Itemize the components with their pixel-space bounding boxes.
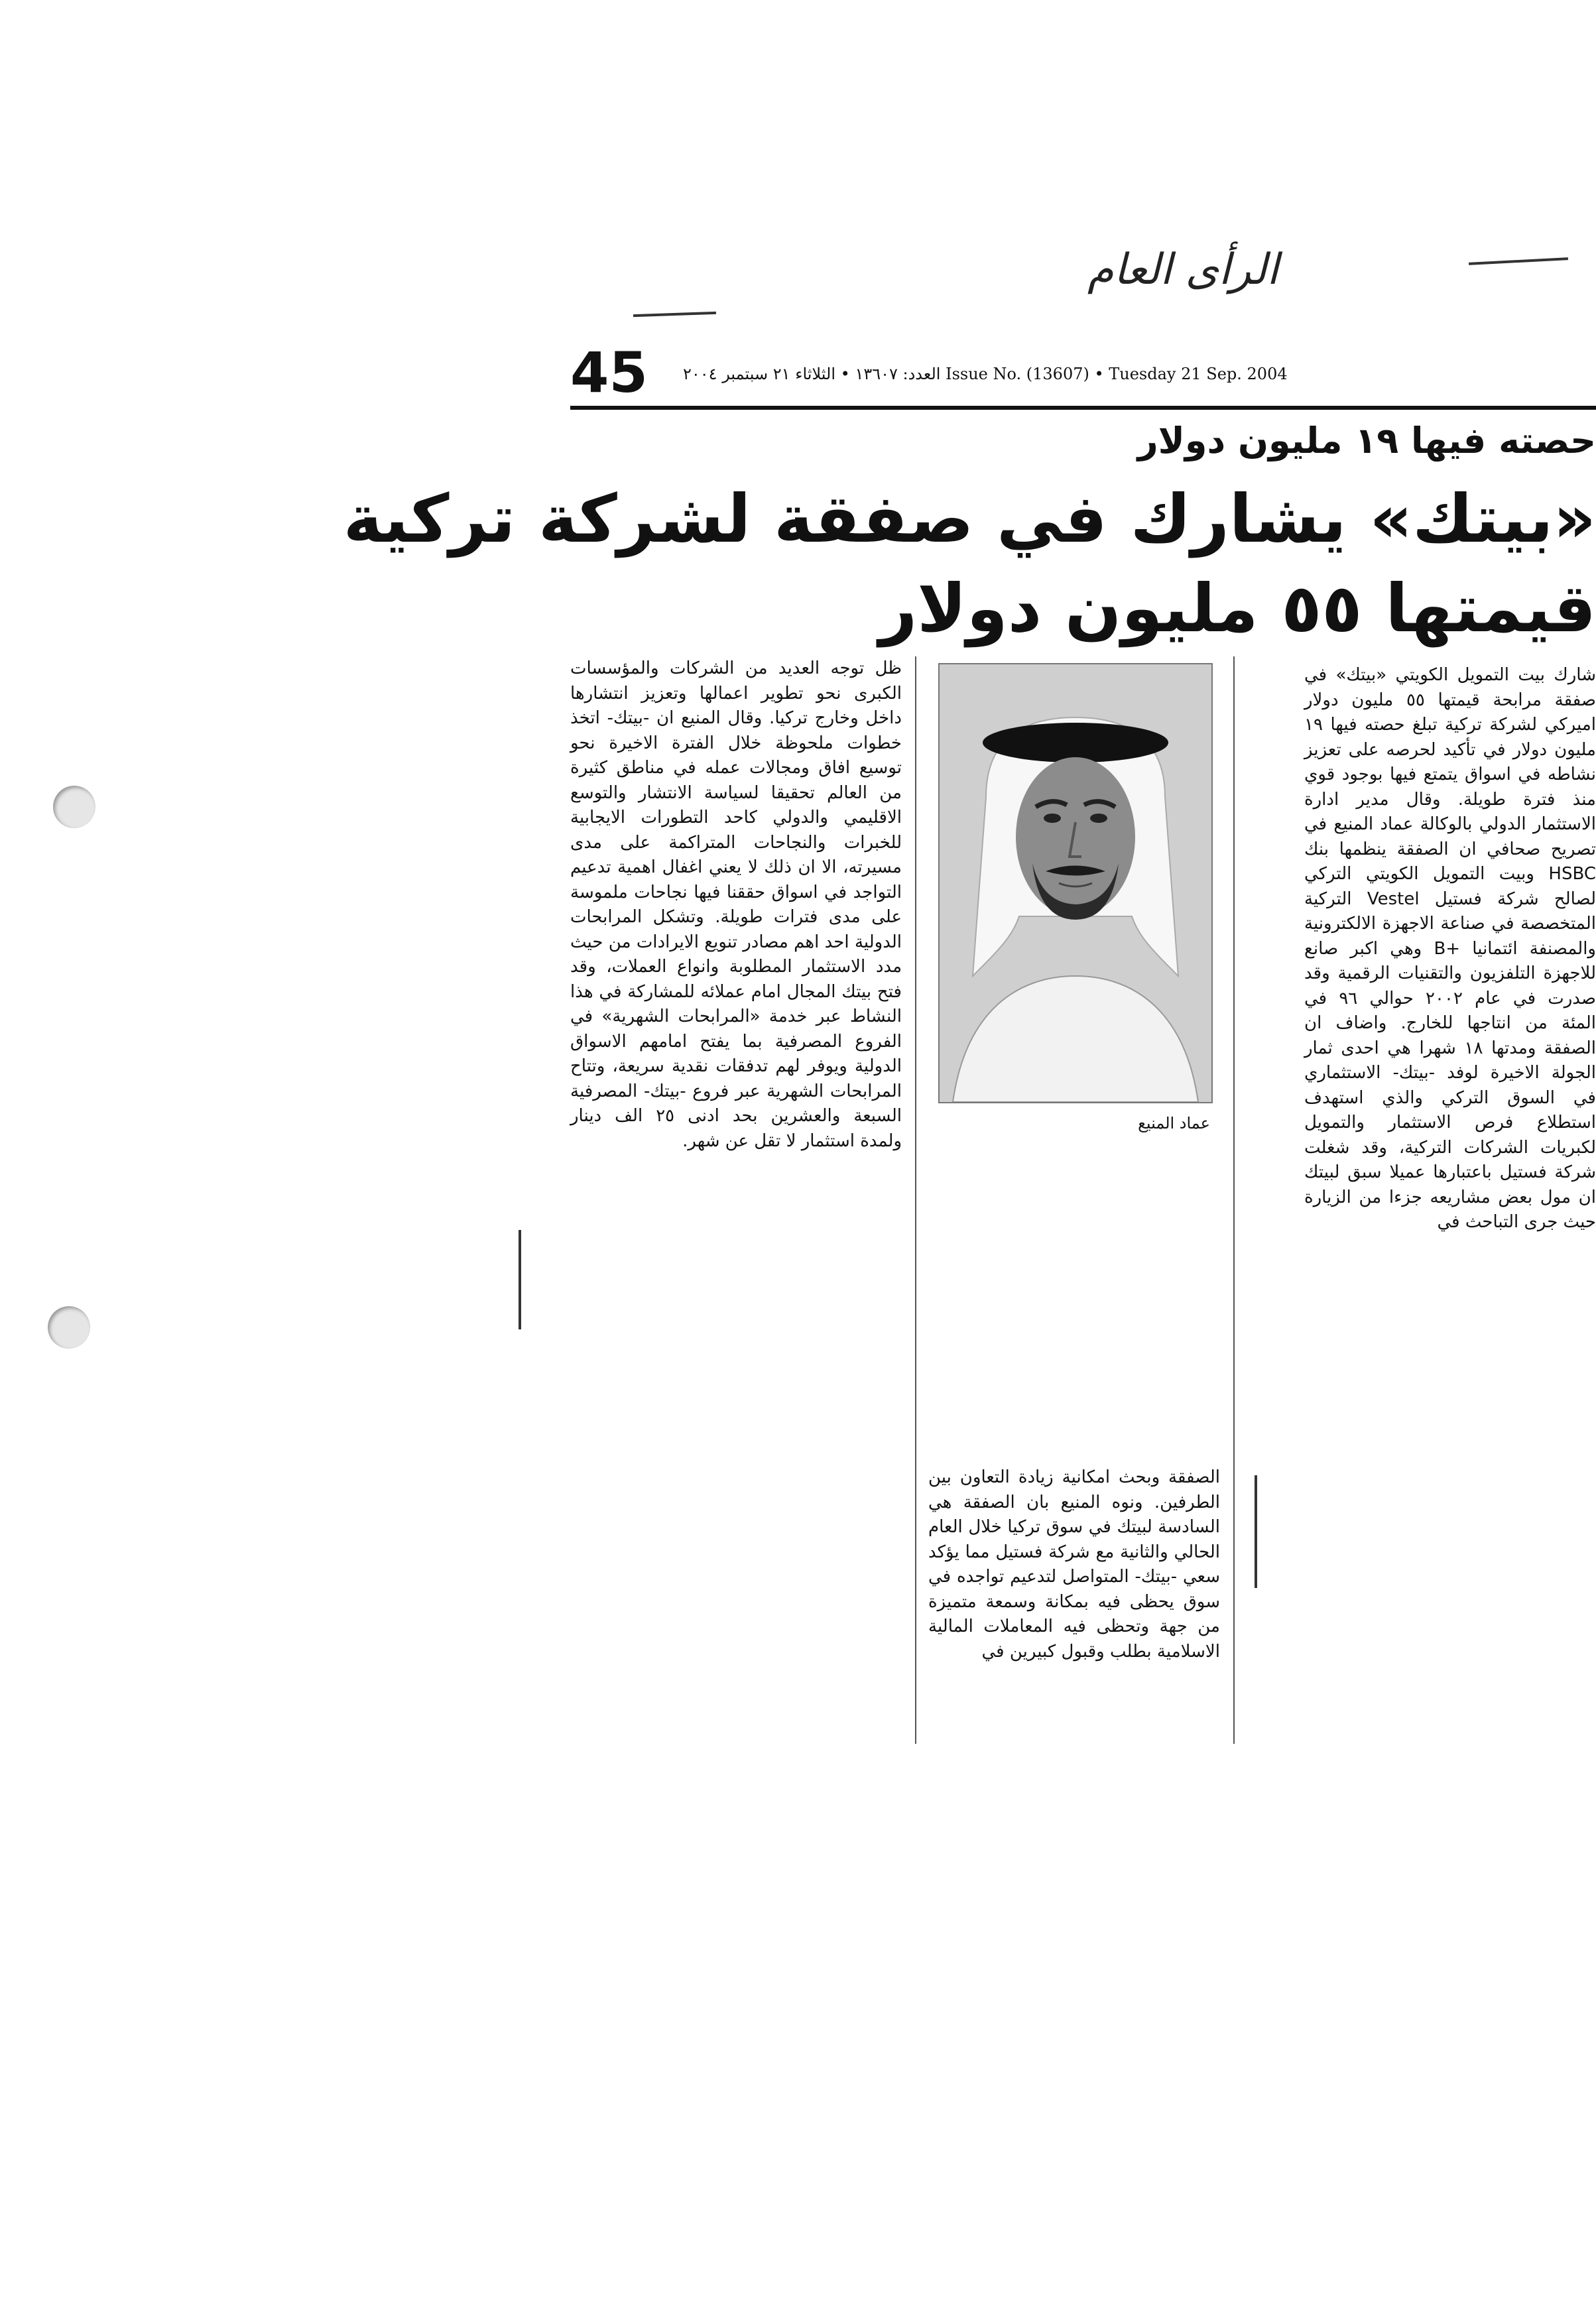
article-column-left: [570, 656, 902, 1154]
issue-info: العدد: ١٣٦٠٧ • الثلاثاء ٢١ سبتمبر ٢٠٠٤ Issue No. (13607) • Tuesday 21 Sep. 2004: [683, 365, 1288, 383]
portrait-illustration: [940, 664, 1211, 1102]
page-number: 45: [570, 340, 648, 405]
column-divider-left: [915, 656, 916, 1744]
column-right-text: شارك بيت التمويل الكويتي «بيتك» في صفقة مرابحة قيمتها ٥٥ مليون دولار اميركي لشركة تركية تبلغ حصته فيها ١٩ مليون دولار في تأكيد لحرصه على تعزيز نشاطه في اسواق يتمتع فيها بوجود قوي منذ فترة طويلة. وقال مدير ادارة الاستثمار الدولي بالوكالة عماد المنيع في تصريح صحافي ان الصفقة ينظمها بنك HSBC وبيت التمويل الكويتي التركي لصالح شركة فستيل Vestel التركية المتخصصة في صناعة الاجهزة الالكترونية والمصنفة ائتمانيا +B وهي اكبر صانع للاجهزة التلفزيون والتقنيات الرقمية وقد صدرت في عام ٢٠٠٢ حوالي ٩٦ في المئة من انتاجها للخارج. واضاف ان الصفقة ومدتها ١٨ شهرا هي احدى ثمار الجولة الاخيرة لوفد -بيتك- الاستثماري في السوق التركي والذي استهدف استطلاع فرص الاستثمار والتمويل لكبريات الشركات التركية، وقد شغلت شركة فستيل باعتبارها عميلا سبق لبيتك ان مول بعض مشاريعه جزءا من الزيارة حيث جرى التباحث في: [1304, 665, 1596, 1232]
page-header: [570, 340, 1596, 405]
headline-line-2: قيمتها ٥٥ مليون دولار: [879, 570, 1596, 647]
photo-caption: عماد المنيع: [1138, 1114, 1210, 1132]
article-headline: [343, 474, 1596, 653]
column-divider-right: [1233, 656, 1235, 1744]
newspaper-clipping: [343, 340, 1596, 1764]
header-rule: [570, 406, 1596, 410]
article-column-right: [1304, 663, 1596, 1235]
article-kicker: حصته فيها ١٩ مليون دولار: [1137, 420, 1596, 461]
punch-hole-bottom: [48, 1306, 90, 1349]
pen-mark-right: [1469, 257, 1568, 265]
pen-mark-margin: [519, 1230, 521, 1329]
handwritten-newspaper-name: الرأى العام: [1087, 245, 1279, 294]
headline-line-1: «بيتك» يشارك في صفقة لشركة تركية: [343, 480, 1596, 558]
pen-mark-top: [633, 312, 716, 317]
punch-hole-top: [53, 786, 95, 828]
column-middle-text: الصفقة وبحث امكانية زيادة التعاون بين الطرفين. ونوه المنيع بان الصفقة هي السادسة لبيتك في سوق تركيا خلال العام الحالي والثانية مع شركة فستيل مما يؤكد سعي -بيتك- المتواصل لتدعيم تواجده في سوق يحظى فيه بمكانة وسمعة متميزة من جهة وتحظى فيه المعاملات المالية الاسلامية بطلب وقبول كبيرين في: [928, 1467, 1220, 1662]
column-left-text: ظل توجه العديد من الشركات والمؤسسات الكبرى نحو تطوير اعمالها وتعزيز انتشارها داخل وخارج تركيا. وقال المنيع ان -بيتك- اتخذ خطوات ملحوظة خلال الفترة الاخيرة نحو توسيع افاق ومجالات عمله في مناطق كثيرة من العالم تحقيقا لسياسة الانتشار والتوسع الاقليمي والدولي كاحد التطورات الايجابية للخبرات والنجاحات المتراكمة على مدى مسيرته، الا ان ذلك لا يعني اغفال اهمية تدعيم التواجد في اسواق حققنا فيها نجاحات ملموسة على مدى فترات طويلة. وتشكل المرابحات الدولية احد اهم مصادر تنويع الايرادات من حيث مدد الاستثمار المطلوبة وانواع العملات، وقد فتح بيتك المجال امام عملائه للمشاركة في هذا النشاط عبر خدمة «المرابحات الشهرية» في الفروع المصرفية بما يفتح امامهم الاسواق الدولية ويوفر لهم تدفقات نقدية سريعة، وتتاح المرابحات الشهرية عبر فروع -بيتك- المصرفية السبعة والعشرين بحد ادنى ٢٥ الف دينار ولمدة استثمار لا تقل عن شهر.: [570, 658, 902, 1151]
portrait-photo: [938, 663, 1213, 1103]
